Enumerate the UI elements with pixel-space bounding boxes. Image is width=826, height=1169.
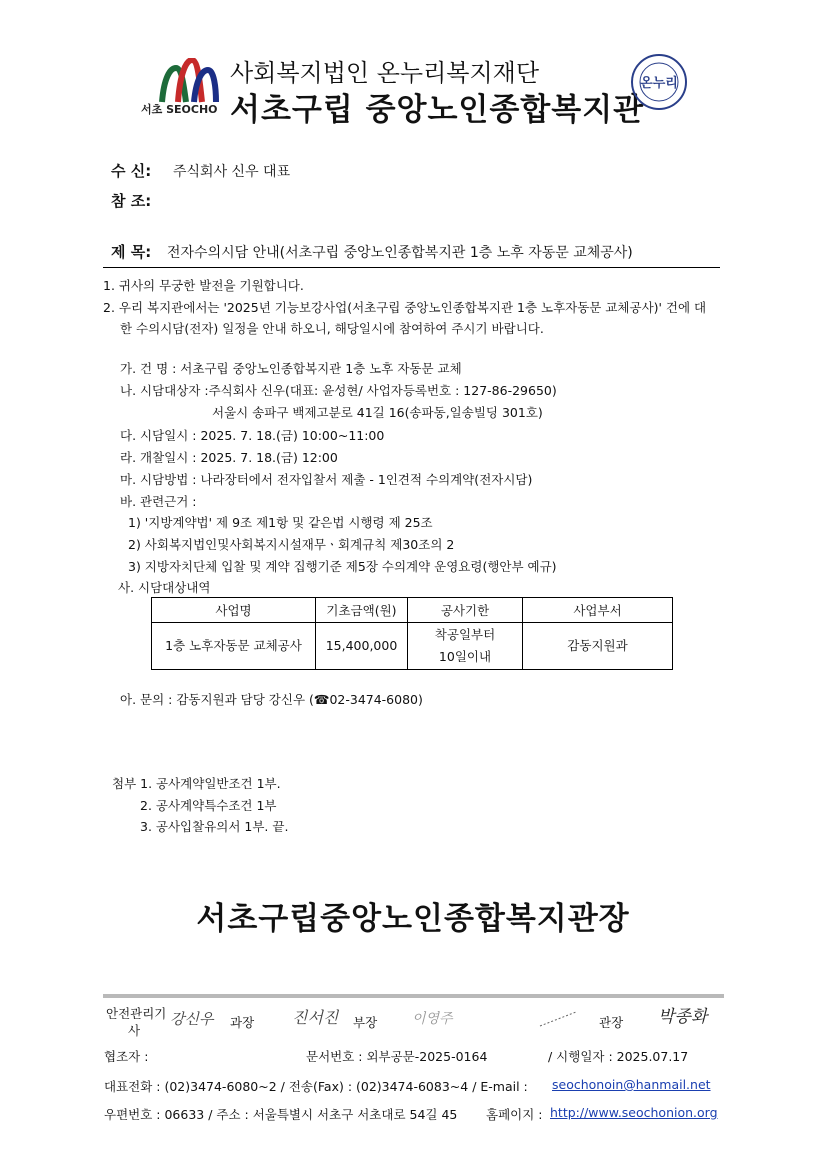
attachment-2: 2. 공사계약특수조건 1부 — [140, 798, 277, 813]
item-ba: 바. 관련근거 : — [120, 494, 197, 509]
table-cell-period — [408, 623, 523, 670]
subject-label: 제 목: — [111, 243, 152, 261]
basis-1: 1) '지방계약법' 제 9조 제1항 및 같은법 시행령 제 25조 — [128, 515, 433, 530]
recipient-label: 수 신: — [111, 162, 152, 180]
safety-manager-label: 안전관리기 — [106, 1006, 167, 1021]
title-divider — [103, 267, 720, 268]
safety-manager-signature: 강신우 — [170, 1010, 214, 1028]
execution-date: / 시행일자 : 2025.07.17 — [548, 1049, 689, 1064]
item-ga: 가. 건 명 : 서초구립 중앙노인종합복지관 1층 노후 자동문 교체 — [120, 361, 462, 376]
section-chief-signature: 진서진 — [292, 1008, 339, 1027]
foundation-name: 사회복지법인 온누리복지재단 — [230, 59, 540, 87]
paragraph-1: 1. 귀사의 무궁한 발전을 기원합니다. — [103, 278, 304, 293]
dept-head-label: 부장 — [353, 1015, 378, 1030]
cooperator-label: 협조자 : — [104, 1049, 149, 1064]
table-header: 사업명 — [152, 598, 316, 623]
director-label: 관장 — [599, 1015, 624, 1030]
homepage-link[interactable]: http://www.seochonion.org — [550, 1105, 718, 1120]
reference-label: 참 조: — [111, 192, 152, 210]
dept-head-signature: 이영주 — [412, 1011, 453, 1027]
item-a-inquiry: 아. 문의 : 감동지원과 담당 강신우 (☎02-3474-6080) — [120, 692, 423, 707]
center-name: 서초구립 중앙노인종합복지관 — [230, 92, 645, 128]
homepage-label: 홈페이지 : — [486, 1107, 543, 1122]
table-header: 공사기한 — [408, 598, 523, 623]
table-header: 사업부서 — [523, 598, 673, 623]
table-header: 기초금액(원) — [316, 598, 408, 623]
table-row — [152, 623, 673, 670]
item-da: 다. 시담일시 : 2025. 7. 18.(금) 10:00~11:00 — [120, 428, 385, 443]
section-chief-label: 과장 — [230, 1015, 255, 1030]
safety-manager-label-2: 사 — [128, 1023, 141, 1038]
item-ma: 마. 시담방법 : 나라장터에서 전자입찰서 제출 - 1인견적 수의계약(전자시담) — [120, 472, 533, 487]
postal-address-line: 우편번호 : 06633 / 주소 : 서울특별시 서초구 서초대로 54길 45 — [104, 1107, 458, 1122]
phone-fax-line: 대표전화 : (02)3474-6080~2 / 전송(Fax) : (02)3474-6083~4 / E-mail : — [104, 1079, 528, 1094]
attachment-1: 첨부 1. 공사계약일반조건 1부. — [112, 776, 281, 791]
bid-target-table — [151, 597, 673, 670]
stamp-mark — [538, 1010, 578, 1028]
table-cell-name: 1층 노후자동문 교체공사 — [152, 623, 316, 670]
document-number: 문서번호 : 외부공문-2025-0164 — [306, 1049, 488, 1064]
basis-2: 2) 사회복지법인및사회복지시설재무ㆍ회계규칙 제30조의 2 — [128, 537, 455, 552]
table-cell-dept: 감동지원과 — [523, 623, 673, 670]
director-signature: 박종화 — [658, 1007, 708, 1027]
logo-caption: 서초 SEOCHO — [141, 103, 218, 116]
table-header-row — [152, 598, 673, 623]
attachment-3: 3. 공사입찰유의서 1부. 끝. — [140, 819, 289, 834]
table-cell-amount: 15,400,000 — [316, 623, 408, 670]
item-sa: 사. 시담대상내역 — [118, 580, 211, 595]
paragraph-2-line-2: 한 수의시담(전자) 일정을 안내 하오니, 해당일시에 참여하여 주시기 바랍니다. — [120, 321, 544, 336]
email-link[interactable]: seochonoin@hanmail.net — [552, 1077, 711, 1092]
paragraph-2-line-1: 2. 우리 복지관에서는 '2025년 기능보강사업(서초구립 중앙노인종합복지관 1층 노후자동문 교체공사)' 건에 대 — [103, 300, 707, 315]
director-title: 서초구립중앙노인종합복지관장 — [196, 901, 630, 937]
basis-3: 3) 지방자치단체 입찰 및 계약 집행기준 제5장 수의계약 운영요령(행안부 예규) — [128, 559, 557, 574]
footer-divider — [103, 994, 724, 998]
period-line-2: 10일이내 — [438, 649, 492, 664]
subject-text: 전자수의시담 안내(서초구립 중앙노인종합복지관 1층 노후 자동문 교체공사) — [167, 245, 633, 261]
period-line-1: 착공일부터 — [434, 627, 496, 642]
item-na: 나. 시담대상자 :주식회사 신우(대표: 윤성현/ 사업자등록번호 : 127-86-29650) — [120, 383, 557, 398]
seal-text: 온누리 — [640, 76, 678, 91]
recipient-value: 주식회사 신우 대표 — [173, 164, 291, 180]
foundation-seal-icon — [630, 53, 688, 111]
item-na-address: 서울시 송파구 백제고분로 41길 16(송파동,일송빌딩 301호) — [212, 405, 543, 420]
item-ra: 라. 개찰일시 : 2025. 7. 18.(금) 12:00 — [120, 450, 338, 465]
